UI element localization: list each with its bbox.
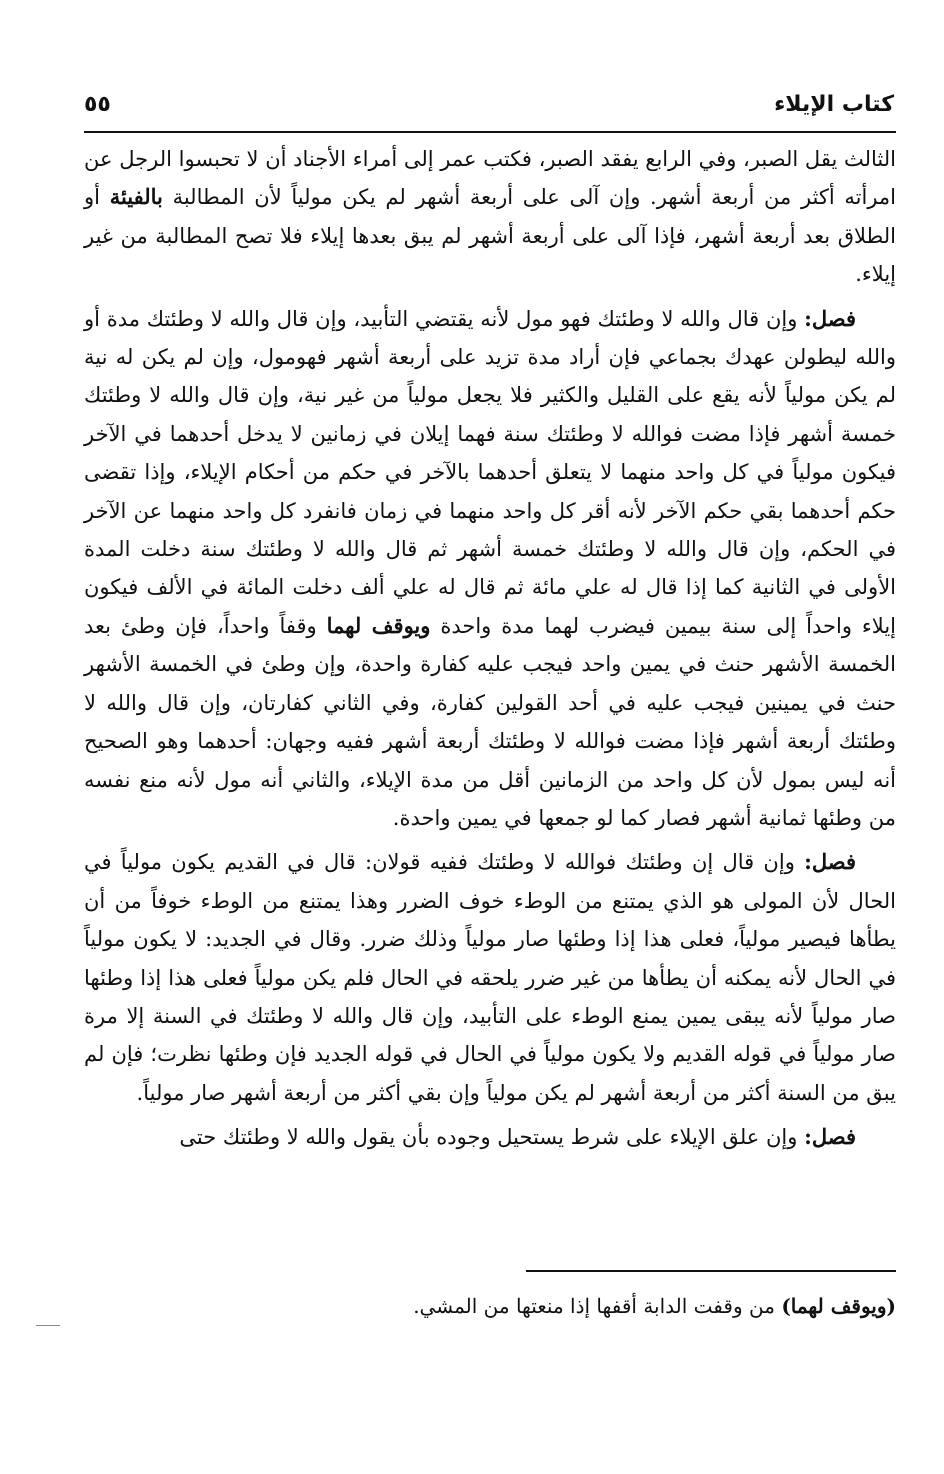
footnote — [84, 1290, 896, 1322]
section-marker: فصل: — [804, 305, 856, 331]
paragraph-3 — [84, 843, 896, 1112]
page-number: ٥٥ — [84, 92, 111, 117]
header-divider — [84, 131, 896, 133]
paragraph-tail: وقفاً واحداً، فإن وطئ بعد الخمسة الأشهر حنث في يمين واحد فيجب عليه كفارة واحدة، وإن وطئ في الخمسة الأشهر حنث في يمينين فيجب عليه في أحد القولين كفارة، وفي الثاني كفارتان، وإن قال والله لا وطئتك أربعة أشهر فإذا مضت فوالله لا وطئتك أربعة أشهر ففيه وجهان: أحدهما وهو الصحيح أنه ليس بمول لأن كل واحد من الزمانين أقل من مدة الإيلاء، والثاني أنه مول لأنه منع نفسه من وطئها ثمانية أشهر فصار كما لو جمعها في يمين واحدة. — [84, 613, 896, 830]
paragraph-text: وإن علق الإيلاء على شرط يستحيل وجوده بأن يقول والله لا وطئتك حتى — [179, 1125, 805, 1150]
paragraph-4 — [84, 1118, 896, 1156]
section-marker: فصل: — [804, 849, 856, 875]
section-marker: فصل: — [804, 1124, 856, 1150]
paragraph-2 — [84, 300, 896, 838]
paragraph-text: وإن قال إن وطئتك فوالله لا وطئتك ففيه قولان: قال في القديم يكون مولياً في الحال لأن المولى هو الذي يمتنع من الوطء خوف الضرر وهذا يمتنع من الوطء خوفاً من أن يطأها فيصير مولياً، فعلى هذا إذا وطئها صار مولياً وذلك ضرر. وقال في الجديد: لا يكون مولياً في الحال لأنه يمكنه أن يطأها من غير ضرر يلحقه في الحال فلم يكن مولياً فعلى هذا إذا وطئها صار مولياً لأنه يبقى يمين يمنع الوطء على التأبيد، وإن قال والله لا وطئتك في السنة إلا مرة صار مولياً في قوله القديم ولا يكون مولياً في الحال في قوله الجديد فإن وطئها نظرت؛ فإن لم يبق من السنة أكثر من أربعة أشهر لم يكن مولياً وإن بقي أكثر من أربعة أشهر صار مولياً. — [84, 850, 896, 1105]
paragraph-tail: أو الطلاق بعد أربعة أشهر، فإذا آلى على أربعة أشهر لم يبق بعدها إيلاء فلا تصح المطالبة من غير إيلاء. — [84, 185, 896, 287]
footnote-divider — [526, 1270, 896, 1272]
page-header — [84, 88, 894, 128]
footnote-text: من وقفت الدابة أقفها إذا منعتها من المشي. — [413, 1294, 782, 1318]
paragraph-1 — [84, 140, 896, 294]
paragraph-text: وإن قال والله لا وطئتك فهو مول لأنه يقتضي التأبيد، وإن قال والله لا وطئتك مدة أو والله ليطولن عهدك بجماعي فإن أراد مدة تزيد على أربعة أشهر فهومول، وإن لم يكن له نية لم يكن مولياً لأنه يقع على القليل والكثير فلا يجعل مولياً من غير نية، وإن قال والله لا وطئتك خمسة أشهر فإذا مضت فوالله لا وطئتك سنة فهما إيلان في زمانين لا يدخل أحدهما في الآخر فيكون مولياً في كل واحد منهما لا يتعلق أحدهما بالآخر في حكم من أحكام الإيلاء، وإذا تقضى حكم أحدهما بقي حكم الآخر لأنه أقر كل واحد منهما في زمان فانفرد كل واحد منهما عن الآخر في الحكم، وإن قال والله لا وطئتك خمسة أشهر ثم قال والله لا وطئتك سنة دخلت المدة الأولى في الثانية كما إذا قال له علي مائة ثم قال له علي ألف دخلت المائة في الألف فيكون إيلاء واحداً إلى سنة بيمين فيضرب لهما مدة واحدة — [84, 306, 896, 638]
footnote-term: (ويوقف لهما) — [781, 1294, 896, 1318]
bold-term: بالفيئة — [109, 184, 163, 210]
chapter-title: كتاب الإيلاء — [774, 92, 894, 117]
bold-term: ويوقف لهما — [326, 612, 431, 638]
margin-mark — [36, 1325, 60, 1326]
paragraph-text: الثالث يقل الصبر، وفي الرابع يفقد الصبر، فكتب عمر إلى أمراء الأجناد أن لا تحبسوا الرجل عن امرأته أكثر من أربعة أشهر. وإن آلى على أربعة أشهر لم يكن مولياً لأن المطالبة — [84, 147, 897, 210]
main-text — [84, 140, 896, 1163]
